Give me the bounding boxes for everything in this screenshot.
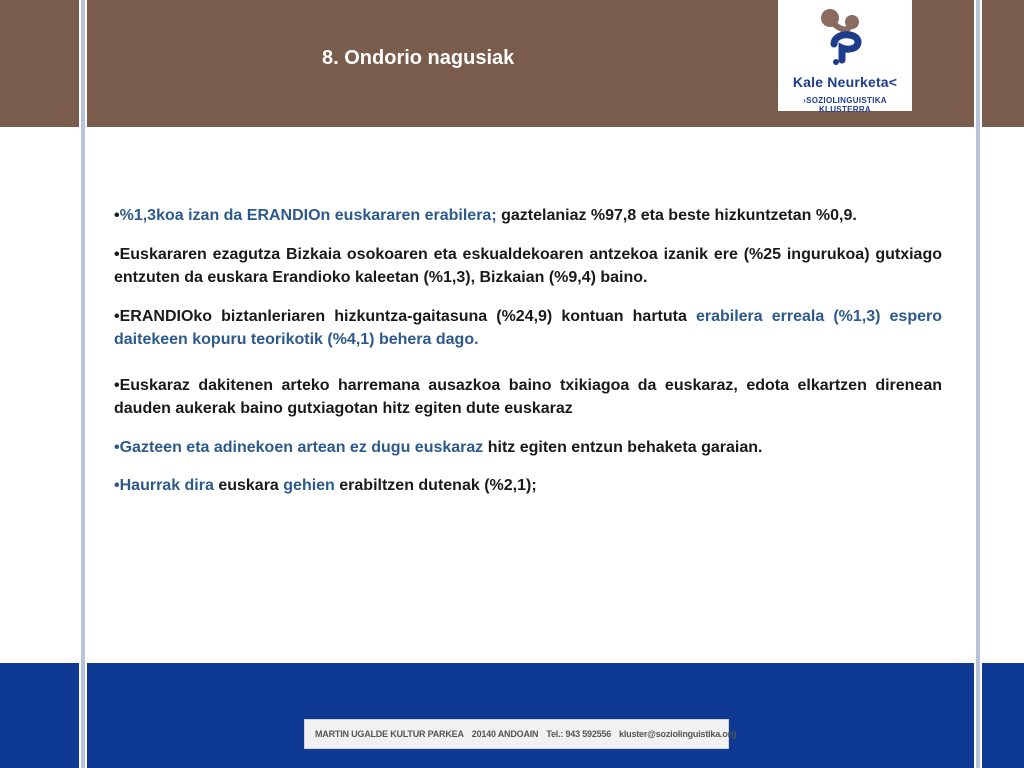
kale-neurketa-logo bbox=[778, 0, 912, 114]
bullet: • bbox=[114, 376, 120, 394]
footer-place: MARTIN UGALDE KULTUR PARKEA bbox=[315, 729, 464, 739]
body-text: ERANDIOko biztanleriaren hizkuntza-gaitasuna (%24,9) kontuan hartuta bbox=[119, 307, 696, 325]
highlight-text: erabilera erreala (%1,3) espero daitekeen kopuru teorikotik (%4,1) behera dago. bbox=[114, 307, 942, 348]
highlight-text: gehien bbox=[283, 477, 335, 494]
conclusion-item bbox=[114, 474, 942, 498]
footer-phone: Tel.: 943 592556 bbox=[546, 729, 612, 739]
conclusion-item bbox=[114, 243, 942, 290]
bullet: • bbox=[114, 245, 120, 263]
bullet: • bbox=[114, 438, 120, 456]
conclusion-item bbox=[114, 305, 942, 352]
kale-neurketa-logo-mark-icon bbox=[816, 4, 872, 66]
bullet: • bbox=[114, 307, 120, 325]
body-text: Euskararen ezagutza Bizkaia osokoaren eta eskualdekoaren antzekoa izanik ere (%25 ingurukoa) gutxiago entzuten da euskara Erandioko kaleetan (%1,3), Bizkaian (%9,4) baino. bbox=[114, 245, 942, 286]
highlight-text: Haurrak dira bbox=[119, 477, 214, 494]
body-text: erabiltzen dutenak (%2,1); bbox=[334, 477, 537, 494]
highlight-text: %1,3koa izan da ERANDIOn euskararen erabilera; bbox=[119, 207, 497, 224]
conclusions-list bbox=[114, 204, 942, 513]
right-frame-line-outer bbox=[980, 0, 982, 768]
left-frame-line-inner bbox=[85, 0, 87, 768]
slide-title: 8. Ondorio nagusiak bbox=[322, 47, 515, 69]
body-text: Euskaraz dakitenen arteko harremana ausazkoa baino txikiagoa da euskaraz, edota elkartzen direnean dauden aukerak baino gutxiagotan hitz egiten dute euskaraz bbox=[114, 376, 942, 417]
body-text: euskara bbox=[213, 477, 284, 494]
logo-name: Kale Neurketa< bbox=[792, 74, 898, 90]
conclusion-item bbox=[114, 204, 942, 228]
body-text: gaztelaniaz %97,8 eta beste hizkuntzetan %0,9. bbox=[496, 207, 857, 224]
highlight-text: Gazteen eta adinekoen artean ez dugu euskaraz bbox=[119, 438, 484, 456]
footer-postal: 20140 ANDOAIN bbox=[471, 729, 539, 739]
footer-band bbox=[0, 663, 1024, 768]
footer-email-link[interactable]: kluster@soziolinguistika.org bbox=[619, 729, 737, 739]
conclusion-item bbox=[114, 374, 942, 421]
right-frame-line-inner bbox=[974, 0, 976, 768]
left-frame-line-outer bbox=[79, 0, 81, 768]
conclusion-item bbox=[114, 436, 942, 460]
logo-subtitle: ›SOZIOLINGUISTIKA KLUSTERRA bbox=[803, 96, 887, 114]
bullet: • bbox=[114, 477, 120, 494]
bullet: • bbox=[114, 207, 120, 224]
footer-contact-bar bbox=[304, 719, 737, 749]
body-text: hitz egiten entzun behaketa garaian. bbox=[483, 438, 763, 456]
